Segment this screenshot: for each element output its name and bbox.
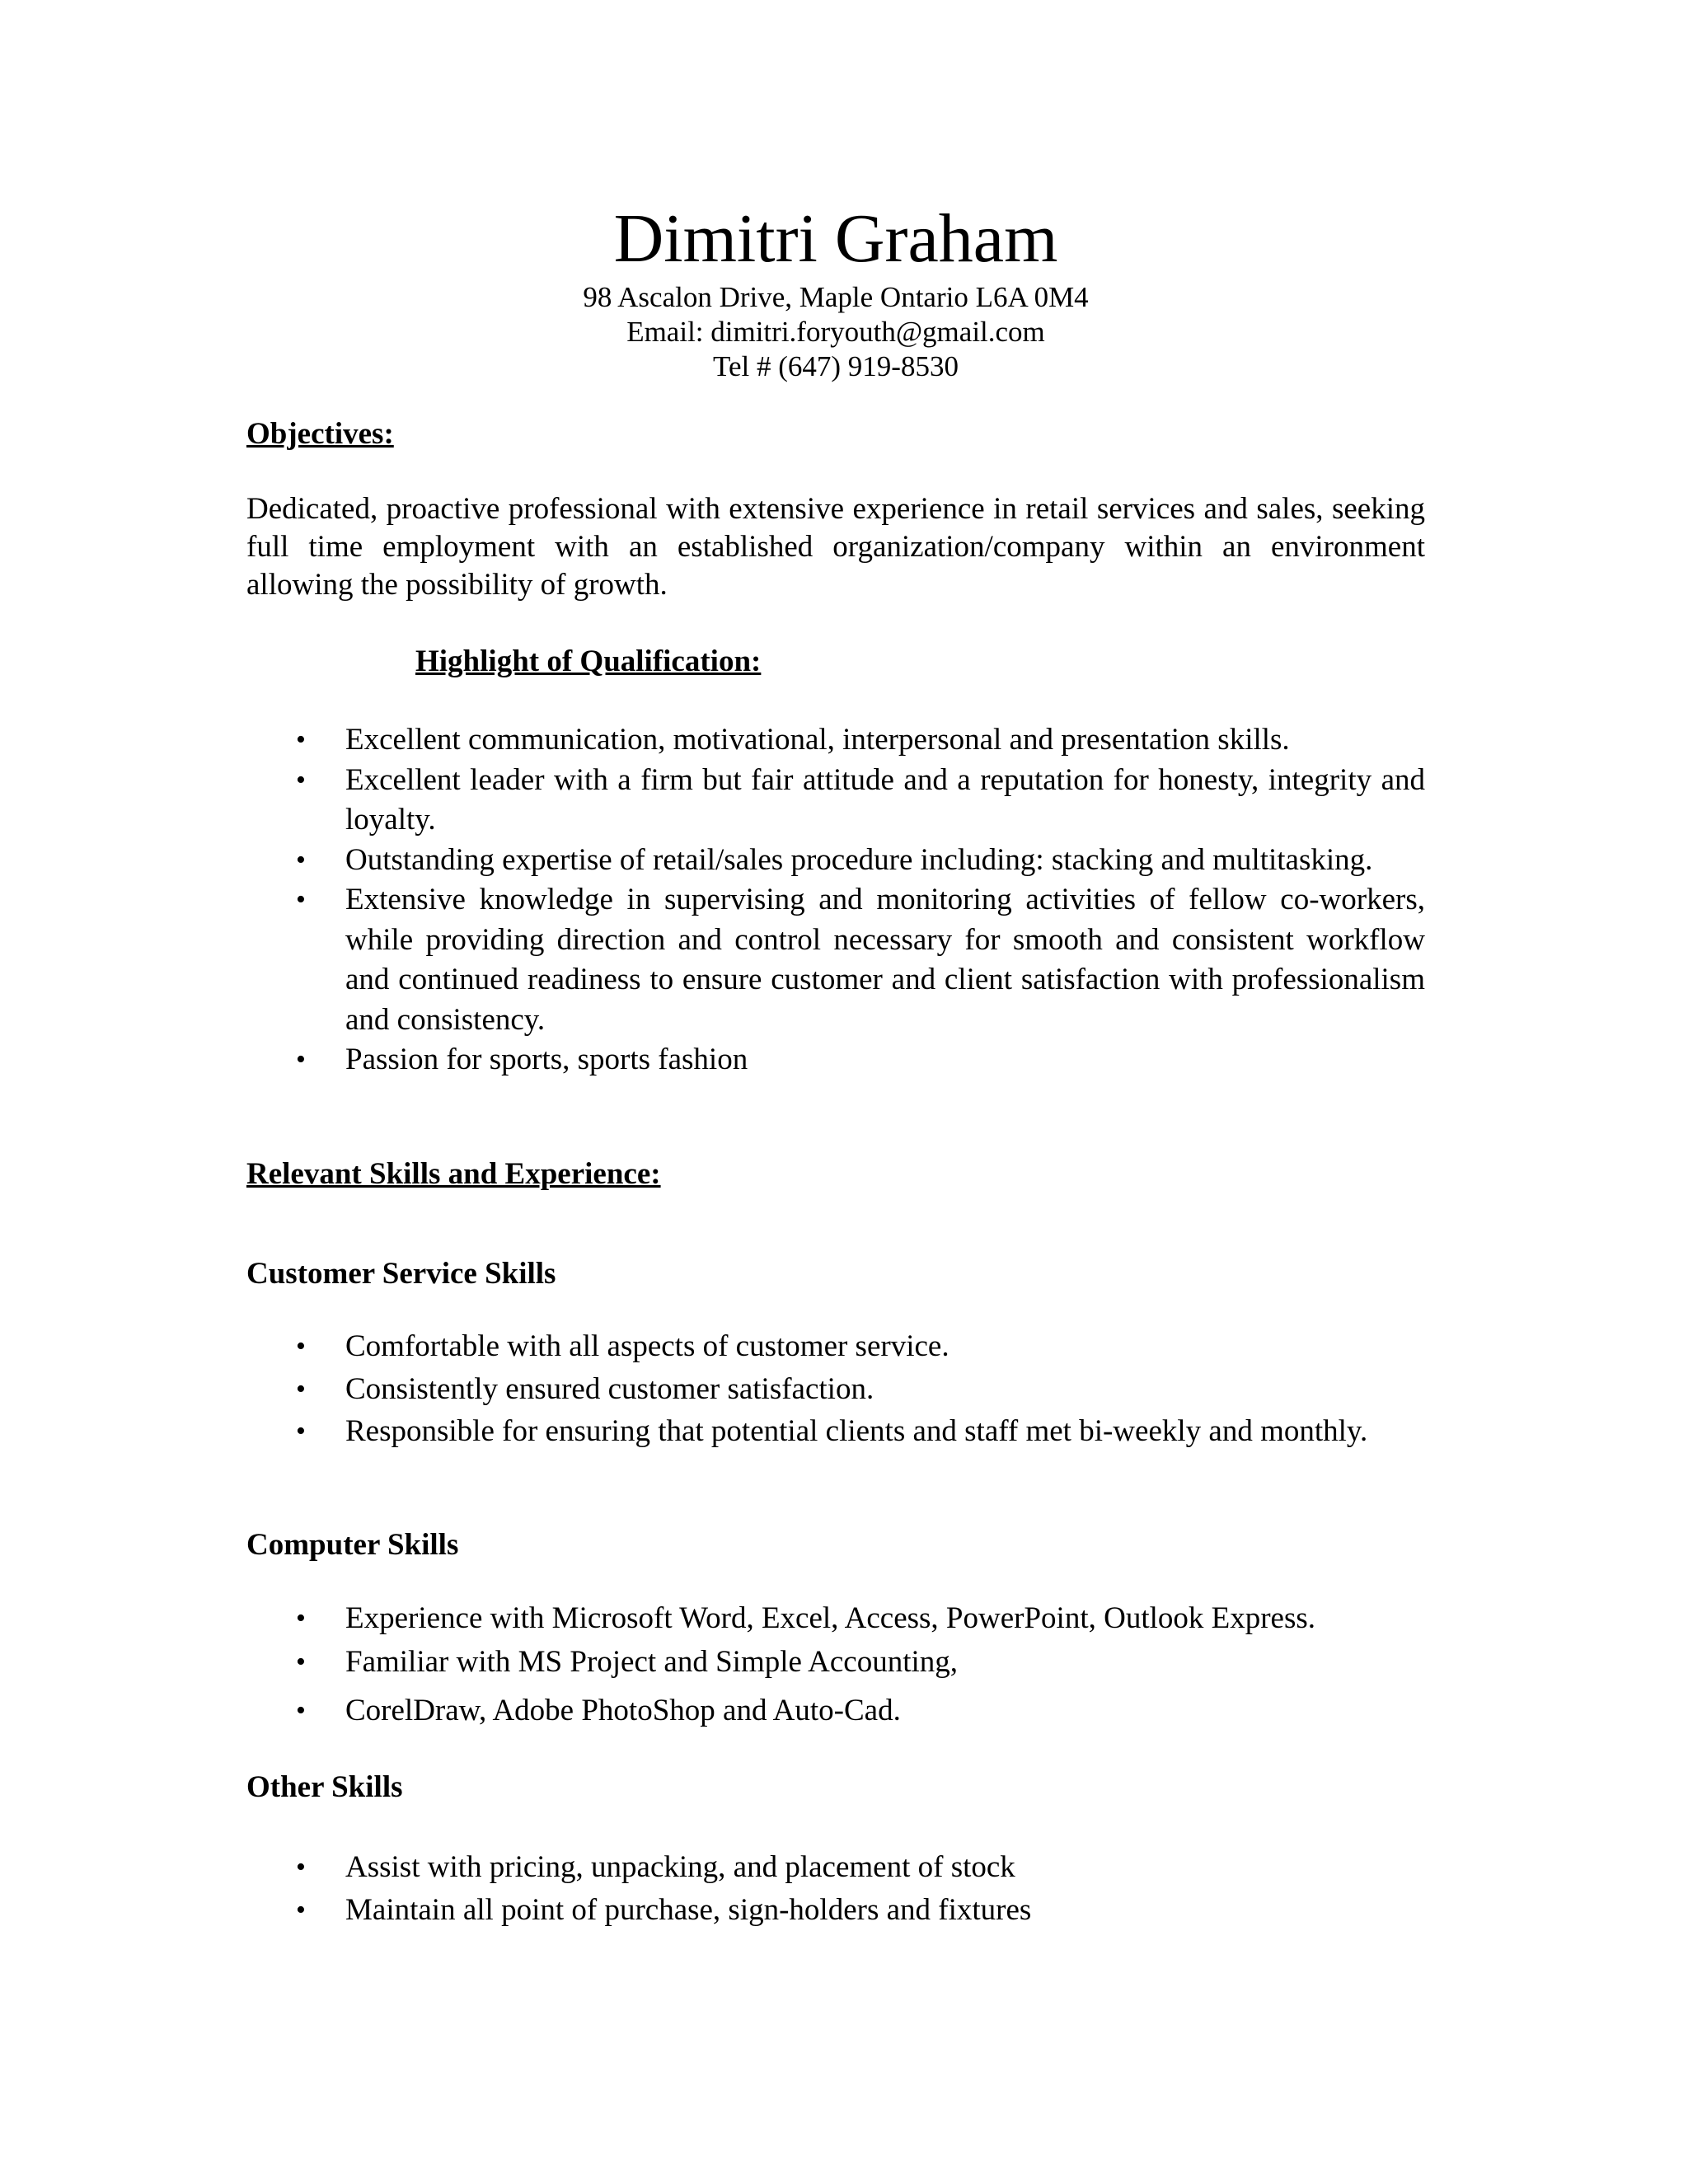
bullet-icon: •: [296, 1603, 306, 1633]
bullet-icon: •: [296, 884, 306, 915]
customer-service-list: [246, 1327, 1425, 1452]
phone-line: Tel # (647) 919-8530: [713, 350, 959, 382]
bullet-icon: •: [296, 724, 306, 755]
computer-skills-list: [246, 1599, 1425, 1732]
highlights-heading: Highlight of Qualification:: [415, 644, 762, 678]
other-skills-title: Other Skills: [246, 1770, 403, 1804]
bullet-icon: •: [296, 1331, 306, 1361]
highlights-list: [246, 720, 1425, 1080]
candidate-name: Dimitri Graham: [613, 200, 1058, 277]
list-item: • Excellent communication, motivational, interpersonal and presentation skills.: [246, 720, 1425, 761]
objectives-heading: Objectives:: [246, 417, 394, 451]
bullet-icon: •: [296, 764, 306, 795]
bullet-icon: •: [296, 1852, 306, 1882]
customer-service-title: Customer Service Skills: [246, 1257, 556, 1291]
bullet-icon: •: [296, 844, 306, 875]
email-line: Email: dimitri.foryouth@gmail.com: [626, 316, 1045, 348]
list-item: • Maintain all point of purchase, sign-holders and fixtures: [246, 1891, 1425, 1931]
bullet-icon: •: [296, 1894, 306, 1925]
list-item: • Assist with pricing, unpacking, and placement of stock: [246, 1848, 1425, 1888]
bullet-icon: •: [296, 1044, 306, 1075]
bullet-icon: •: [296, 1416, 306, 1446]
list-item: • Consistently ensured customer satisfaction.: [246, 1370, 1425, 1410]
computer-skills-title: Computer Skills: [246, 1528, 459, 1562]
bullet-icon: •: [296, 1646, 306, 1677]
list-item: • Outstanding expertise of retail/sales procedure including: stacking and multitasking.: [246, 841, 1425, 881]
list-item: • Comfortable with all aspects of customer service.: [246, 1327, 1425, 1367]
bullet-icon: •: [296, 1695, 306, 1726]
list-item: • Responsible for ensuring that potential clients and staff met bi-weekly and monthly.: [246, 1412, 1425, 1452]
list-item: • Experience with Microsoft Word, Excel, Access, PowerPoint, Outlook Express.: [246, 1599, 1425, 1639]
address-line: 98 Ascalon Drive, Maple Ontario L6A 0M4: [583, 281, 1089, 313]
list-item: • CorelDraw, Adobe PhotoShop and Auto-Cad.: [246, 1691, 1425, 1732]
list-item: • Familiar with MS Project and Simple Accounting,: [246, 1643, 1425, 1683]
other-skills-list: [246, 1848, 1425, 1930]
skills-heading: Relevant Skills and Experience:: [246, 1157, 661, 1191]
list-item: • Extensive knowledge in supervising and monitoring activities of fellow co-workers, while providing direction and control necessary for smooth and consistent workflow and continued readiness to ensure customer and client satisfaction with professionalism and consistency.: [246, 880, 1425, 1040]
objectives-text: Dedicated, proactive professional with extensive experience in retail services and sales, seeking full time employment with an established organization/company within an environment allowing the possibility of growth.: [246, 492, 1425, 602]
list-item: • Passion for sports, sports fashion: [246, 1040, 1425, 1080]
list-item: • Excellent leader with a firm but fair attitude and a reputation for honesty, integrity and loyalty.: [246, 761, 1425, 841]
bullet-icon: •: [296, 1373, 306, 1404]
